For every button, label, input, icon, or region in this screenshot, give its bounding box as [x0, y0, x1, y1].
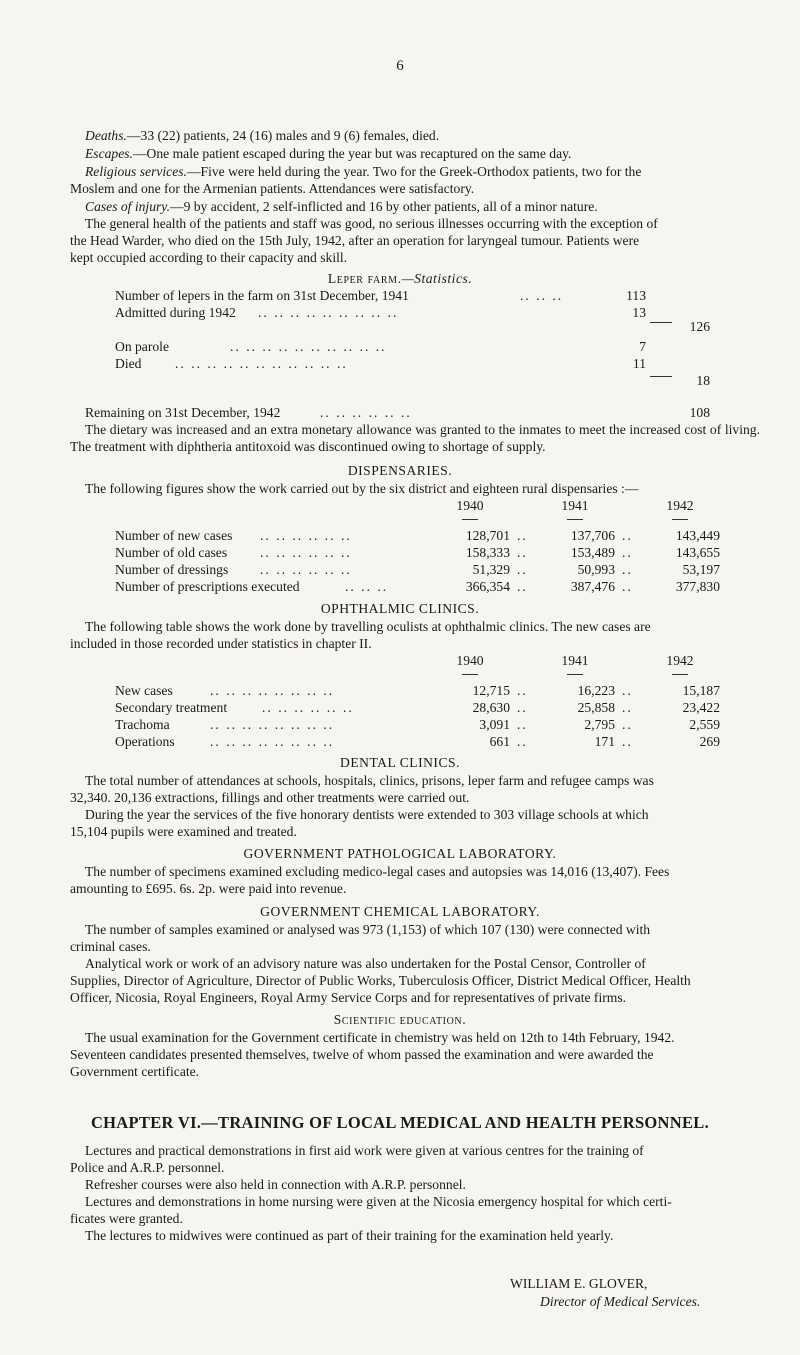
row-label: Trachoma — [115, 717, 170, 732]
row-label: Number of dressings — [115, 562, 229, 577]
pathology-p1: The number of specimens examined excluding medico-legal cases and autopsies was 14,016 (13,407). Fees — [85, 864, 670, 879]
dot-leader: .. — [622, 734, 633, 749]
table-row — [0, 561, 800, 578]
leper-row-label: Admitted during 1942 — [115, 305, 236, 320]
chapter-p4: The lectures to midwives were continued as part of their training for the examination held yearly. — [85, 1228, 614, 1243]
year-header: 1942 — [666, 498, 694, 513]
cell-1940: 158,333 — [465, 545, 510, 560]
table-row — [0, 544, 800, 561]
health-paragraph-line2: the Head Warder, who died on the 15th July, 1942, after an operation for laryngeal tumour. Patients were — [70, 233, 640, 248]
dot-leader: .. .. .. .. .. .. — [260, 562, 352, 577]
dot-leader: .. .. .. .. .. .. .. .. .. — [258, 305, 399, 320]
pathology-p1-cont: amounting to £695. 6s. 2p. were paid into revenue. — [70, 881, 347, 896]
deaths-label: Deaths. — [85, 128, 127, 143]
dot-leader: .. .. .. .. .. .. — [260, 528, 352, 543]
year-header: 1941 — [561, 498, 589, 513]
dot-leader: .. .. .. — [345, 579, 389, 594]
signature-title: Director of Medical Services. — [540, 1294, 701, 1309]
escapes-paragraph — [85, 145, 760, 162]
row-label: Number of old cases — [115, 545, 228, 560]
cell-1942: 15,187 — [682, 683, 720, 698]
cell-1941: 137,706 — [570, 528, 615, 543]
cell-1942: 143,449 — [675, 528, 720, 543]
leper-farm-heading-title: Leper farm. — [327, 271, 402, 286]
cell-1941: 25,858 — [577, 700, 615, 715]
dot-leader: .. .. .. — [520, 288, 564, 303]
escapes-text: —One male patient escaped during the year but was recaptured on the same day. — [132, 146, 572, 161]
dot-leader: .. .. .. .. .. .. .. .. — [210, 717, 335, 732]
leper-total: 126 — [689, 319, 710, 334]
cell-1941: 2,795 — [584, 717, 615, 732]
total-rule — [650, 322, 672, 323]
header-rule — [462, 519, 478, 520]
signature-name: WILLIAM E. GLOVER, — [510, 1276, 648, 1291]
chemical-p2: Analytical work or work of an advisory nature was also undertaken for the Postal Censor, Controller of — [85, 956, 646, 971]
dental-p1: The total number of attendances at schools, hospitals, clinics, prisons, leper farm and refugee camps was — [85, 773, 654, 788]
cell-1940: 128,701 — [465, 528, 510, 543]
injury-paragraph — [85, 198, 760, 215]
leper-farm-heading — [0, 270, 800, 287]
leper-row-value: 113 — [626, 288, 646, 303]
chemical-p1-cont: criminal cases. — [70, 939, 151, 954]
year-header: 1940 — [456, 653, 484, 668]
leper-row-value: 7 — [639, 339, 646, 354]
dispensaries-heading: DISPENSARIES. — [347, 463, 453, 478]
cell-1940: 28,630 — [472, 700, 510, 715]
ophthalmic-intro: The following table shows the work done by travelling oculists at ophthalmic clinics. The new cases are — [85, 619, 651, 634]
dot-leader: .. — [622, 562, 633, 577]
escapes-label: Escapes. — [85, 146, 133, 161]
cell-1942: 23,422 — [682, 700, 720, 715]
health-paragraph-line3: kept occupied according to their capacity and skill. — [70, 250, 348, 265]
health-paragraph: The general health of the patients and staff was good, no serious illnesses occurring with the exception of — [85, 216, 658, 231]
ophthalmic-heading: OPHTHALMIC CLINICS. — [320, 601, 480, 616]
chapter-p1: Lectures and practical demonstrations in first aid work were given at various centres for the training of — [85, 1143, 644, 1158]
leper-row-value: 11 — [632, 356, 646, 371]
scientific-heading — [0, 1011, 800, 1028]
cell-1942: 377,830 — [675, 579, 720, 594]
dot-leader: .. — [622, 700, 633, 715]
cell-1941: 16,223 — [577, 683, 615, 698]
year-header: 1941 — [561, 653, 589, 668]
header-rule — [672, 674, 688, 675]
scientific-heading-text: Scientific education. — [333, 1012, 467, 1027]
dot-leader: .. .. .. .. .. .. — [320, 405, 412, 420]
cell-1941: 153,489 — [570, 545, 615, 560]
cell-1941: 387,476 — [570, 579, 615, 594]
leper-total: 18 — [696, 373, 710, 388]
chemical-heading: GOVERNMENT CHEMICAL LABORATORY. — [260, 904, 540, 919]
dot-leader: .. — [517, 734, 528, 749]
cell-1940: 661 — [489, 734, 510, 749]
leper-row-label: Remaining on 31st December, 1942 — [85, 405, 281, 420]
dot-leader: .. — [622, 717, 633, 732]
cell-1942: 53,197 — [682, 562, 720, 577]
scientific-p1: The usual examination for the Government certificate in chemistry was held on 12th to 14th February, 1942. — [85, 1030, 675, 1045]
cell-1941: 171 — [594, 734, 615, 749]
deaths-text: —33 (22) patients, 24 (16) males and 9 (6) females, died. — [126, 128, 440, 143]
dental-p1-cont: 32,340. 20,136 extractions, fillings and other treatments were carried out. — [70, 790, 470, 805]
table-row — [0, 733, 800, 750]
total-rule — [650, 376, 672, 377]
cell-1942: 143,655 — [675, 545, 720, 560]
table-row — [0, 716, 800, 733]
leper-row-value: 13 — [632, 305, 646, 320]
cell-1941: 50,993 — [577, 562, 615, 577]
chapter-p2: Refresher courses were also held in connection with A.R.P. personnel. — [85, 1177, 466, 1192]
header-rule — [567, 674, 583, 675]
leper-total: 108 — [689, 405, 710, 420]
cell-1942: 269 — [699, 734, 720, 749]
chemical-p2-line3: Officer, Nicosia, Royal Engineers, Royal Army Service Corps and for representatives of private firms. — [70, 990, 627, 1005]
dot-leader: .. — [622, 683, 633, 698]
year-header: 1940 — [456, 498, 484, 513]
chapter-p3: Lectures and demonstrations in home nursing were given at the Nicosia emergency hospital for which certi- — [85, 1194, 672, 1209]
dispensaries-intro: The following figures show the work carried out by the six district and eighteen rural dispensaries :— — [85, 481, 639, 496]
page-number: 6 — [396, 58, 404, 74]
dot-leader: .. .. .. .. .. .. — [260, 545, 352, 560]
dot-leader: .. .. .. .. .. .. — [262, 700, 354, 715]
dot-leader: .. — [517, 683, 528, 698]
leper-farm-heading-sub: —Statistics. — [401, 271, 473, 286]
dot-leader: .. — [517, 579, 528, 594]
year-header: 1942 — [666, 653, 694, 668]
injury-label: Cases of injury. — [85, 199, 170, 214]
dot-leader: .. — [622, 528, 633, 543]
chapter-p1-cont: Police and A.R.P. personnel. — [70, 1160, 225, 1175]
religious-label: Religious services. — [85, 164, 187, 179]
dot-leader: .. — [517, 700, 528, 715]
leper-row-label: Died — [115, 356, 142, 371]
leper-row-label: On parole — [115, 339, 169, 354]
dental-heading: DENTAL CLINICS. — [340, 755, 460, 770]
dot-leader: .. .. .. .. .. .. .. .. .. .. — [230, 339, 387, 354]
dot-leader: .. — [517, 545, 528, 560]
chemical-p2-line2: Supplies, Director of Agriculture, Director of Public Works, Tuberculosis Officer, District Medical Officer, Health — [70, 973, 691, 988]
cell-1940: 12,715 — [472, 683, 510, 698]
header-rule — [567, 519, 583, 520]
row-label: Operations — [115, 734, 175, 749]
chapter-p3-cont: ficates were granted. — [70, 1211, 183, 1226]
dot-leader: .. .. .. .. .. .. .. .. — [210, 734, 335, 749]
table-row — [0, 682, 800, 699]
row-label: New cases — [115, 683, 173, 698]
dot-leader: .. — [622, 579, 633, 594]
dental-p2-cont: 15,104 pupils were examined and treated. — [70, 824, 297, 839]
row-label: Number of prescriptions executed — [115, 579, 300, 594]
scientific-p1-line2: Seventeen candidates presented themselves, twelve of whom passed the examination and were awarded the — [70, 1047, 654, 1062]
chemical-p1: The number of samples examined or analysed was 973 (1,153) of which 107 (130) were connected with — [85, 922, 651, 937]
religious-paragraph — [85, 163, 760, 180]
table-row — [0, 527, 800, 544]
dental-p2: During the year the services of the five honorary dentists were extended to 303 village schools at which — [85, 807, 649, 822]
deaths-paragraph — [85, 127, 760, 144]
cell-1940: 51,329 — [472, 562, 510, 577]
pathology-heading: GOVERNMENT PATHOLOGICAL LABORATORY. — [243, 846, 557, 861]
header-rule — [462, 674, 478, 675]
dot-leader: .. — [517, 717, 528, 732]
cell-1940: 3,091 — [479, 717, 510, 732]
dot-leader: .. — [517, 528, 528, 543]
dot-leader: .. — [622, 545, 633, 560]
dot-leader: .. .. .. .. .. .. .. .. — [210, 683, 335, 698]
leper-note: The dietary was increased and an extra monetary allowance was granted to the inmates to meet the increased cost of living. The treatment with diphtheria antitoxoid was discontinued owing to shortage of supply. — [70, 422, 760, 454]
cell-1940: 366,354 — [465, 579, 510, 594]
row-label: Secondary treatment — [115, 700, 228, 715]
injury-text: —9 by accident, 2 self-inflicted and 16 by other patients, all of a minor nature. — [169, 199, 598, 214]
ophthalmic-intro-cont: included in those recorded under statistics in chapter II. — [70, 636, 372, 651]
table-row — [0, 578, 800, 595]
leper-row-label: Number of lepers in the farm on 31st December, 1941 — [115, 288, 409, 303]
row-label: Number of new cases — [115, 528, 233, 543]
cell-1942: 2,559 — [689, 717, 720, 732]
dot-leader: .. .. .. .. .. .. .. .. .. .. .. — [175, 356, 348, 371]
table-row — [0, 699, 800, 716]
header-rule — [672, 519, 688, 520]
dot-leader: .. — [517, 562, 528, 577]
religious-text: —Five were held during the year. Two for the Greek-Orthodox patients, two for the — [186, 164, 642, 179]
religious-paragraph-cont: Moslem and one for the Armenian patients. Attendances were satisfactory. — [70, 181, 475, 196]
chapter-title: CHAPTER VI.—TRAINING OF LOCAL MEDICAL AND HEALTH PERSONNEL. — [90, 1113, 710, 1132]
scientific-p1-line3: Government certificate. — [70, 1064, 200, 1079]
